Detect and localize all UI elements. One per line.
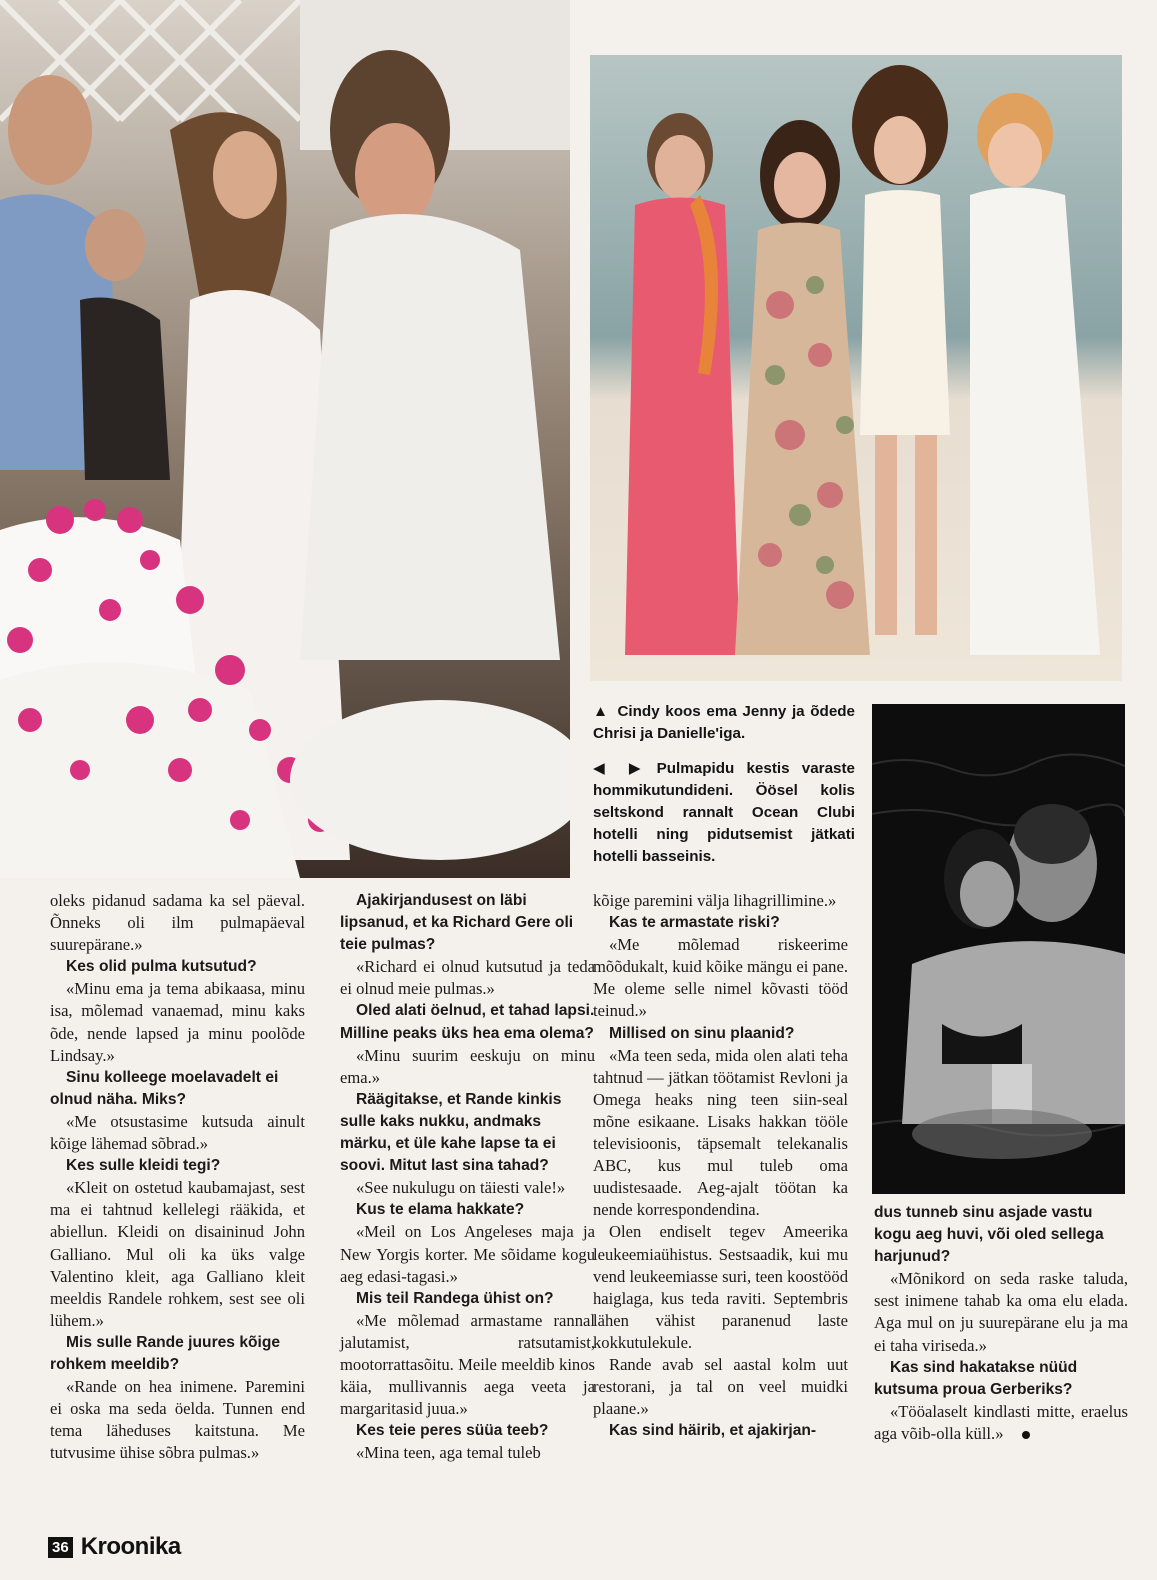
interview-answer [874, 1268, 1128, 1356]
interview-answer [50, 890, 305, 956]
family-beach-photo [590, 55, 1122, 681]
article-column-4 [874, 1202, 1128, 1445]
triangle-up-icon: ▲ [593, 703, 612, 720]
paragraph-text: dus tunneb sinu asjade vastu kogu aeg huvi, või oled sellega harjunud? [874, 1204, 1104, 1266]
paragraph-text: «Richard ei olnud kutsutud ja teda ei olnud meie pulmas.» [340, 957, 595, 999]
interview-question [340, 1420, 595, 1442]
article-column-2 [340, 890, 595, 1464]
paragraph-text: Sinu kolleege moelavadelt ei olnud näha. Miks? [50, 1068, 279, 1108]
paragraph-text: «Tööalaselt kindlasti mitte, eraelus aga võib-olla küll.» [874, 1401, 1128, 1443]
paragraph-text: Kas sind häirib, et ajakirjan- [609, 1422, 817, 1440]
paragraph-text: Mis sulle Rande juures kõige rohkem meeldib? [50, 1333, 281, 1373]
photo-caption-party [593, 758, 855, 868]
paragraph-text: Räägitakse, et Rande kinkis sulle kaks nukku, andmaks märku, et üle kahe lapse ta ei soovi. Mitut last sina tahad? [340, 1090, 562, 1175]
paragraph-text: Mis teil Randega ühist on? [356, 1289, 554, 1307]
paragraph-text: «Rande on hea inimene. Paremini ei oska ma seda öelda. Tunnen end tema läheduses kaitstuna. Me tutvusime ühise sõbra pulmas.» [50, 1377, 305, 1463]
interview-question [874, 1202, 1128, 1268]
interview-question [593, 1023, 848, 1045]
photo-caption-family [593, 701, 855, 745]
page-footer [48, 1531, 181, 1563]
paragraph-text: «Me otsustasime kutsuda ainult kõige lähemad sõbrad.» [50, 1111, 305, 1154]
paragraph-text: Rande avab sel aastal kolm uut restorani, ja tal on veel muidki plaane.» [593, 1354, 848, 1419]
couple-pool-photo [872, 704, 1125, 1194]
interview-answer [340, 1177, 595, 1199]
interview-answer [340, 956, 595, 1000]
interview-question [50, 1155, 305, 1177]
interview-question [340, 1199, 595, 1221]
article-column-3 [593, 890, 848, 1442]
wedding-cake-photo [0, 0, 570, 878]
page-number: 36 [48, 1537, 73, 1558]
paragraph-text: Kus te elama hakkate? [356, 1201, 525, 1219]
interview-answer [50, 1177, 305, 1332]
paragraph-text: Kas sind hakatakse nüüd kutsuma proua Gerberiks? [874, 1358, 1078, 1398]
interview-answer [593, 934, 848, 1022]
paragraph-text: kõige paremini välja lihagrillimine.» [593, 891, 837, 910]
paragraph-text: «Minu ema ja tema abikaasa, minu isa, mõlemad vanaemad, minu kaks õde, nende lapsed ja minu poolõde Lindsay.» [50, 979, 305, 1065]
paragraph-text: «Ma teen seda, mida olen alati teha tahtnud — jätkan töötamist Revloni ja Omega heaks ning teen siin-seal mõne esikaane. Lisaks hakkan tööle televisioonis, täpsemalt telekanalis ABC, kus mul tuleb oma uudistesaade. Aeg-ajalt töötan ka nende korrespondendina. [593, 1045, 848, 1220]
interview-question [874, 1357, 1128, 1401]
interview-answer [340, 1045, 595, 1089]
paragraph-text: «See nukulugu on täiesti vale!» [356, 1178, 566, 1198]
caption-text: Cindy koos ema Jenny ja õdede Chrisi ja Danielle'iga. [593, 703, 855, 742]
paragraph-text: Kas te armastate riski? [609, 914, 780, 932]
interview-answer [593, 1045, 848, 1222]
article-column-1 [50, 890, 305, 1464]
paragraph-text: «Meil on Los Angeleses maja ja New Yorgis korter. Me sõidame kogu aeg edasi-tagasi.» [340, 1222, 595, 1286]
interview-question [593, 1420, 848, 1442]
paragraph-text: Kes teie peres süüa teeb? [356, 1422, 549, 1440]
paragraph-text: Kes olid pulma kutsutud? [66, 958, 257, 976]
interview-question [340, 1000, 595, 1044]
paragraph-text: «Me mõlemad riskeerime mõõdukalt, kuid kõike mängu ei pane. Me oleme selle nimel kõvasti tööd teinud.» [593, 935, 848, 1021]
interview-answer [50, 1111, 305, 1155]
paragraph-text: «Mina teen, aga temal tuleb [356, 1443, 541, 1463]
interview-question [50, 956, 305, 978]
interview-answer [340, 1221, 595, 1287]
triangle-left-right-icon: ◀ ▶ [593, 760, 651, 777]
end-of-article-icon [1022, 1431, 1030, 1439]
interview-question [340, 1089, 595, 1177]
interview-answer [593, 890, 848, 912]
interview-question [593, 912, 848, 934]
paragraph-text: «Kleit on ostetud kaubamajast, sest ma ei tahtnud kellelegi rääkida, et abiellun. Kleidi on disaininud John Galliano. Mul oli ka üks valge Valentino kleit, aga Galliano kleit meeldis Randele rohkem, sest see oli lühem.» [50, 1178, 305, 1330]
interview-answer [340, 1442, 595, 1464]
magazine-logo: Kroonika [80, 1533, 181, 1560]
interview-answer [340, 1310, 595, 1420]
paragraph-text: oleks pidanud sadama ka sel päeval. Õnneks oli ilm pulmapäeval suurepärane.» [50, 891, 305, 955]
paragraph-text: «Me mõlemad armastame rannal jalutamist, ratsutamist, mootorrattasõitu. Meile meeldib kinos käia, mullivannis aega veeta ja margaritasid juua.» [340, 1310, 595, 1419]
interview-answer [50, 1376, 305, 1464]
paragraph-text: Oled alati öelnud, et tahad lapsi. Milline peaks üks hea ema olema? [340, 1002, 595, 1042]
interview-question [340, 1288, 595, 1310]
paragraph-text: Kes sulle kleidi tegi? [66, 1157, 221, 1175]
paragraph-text: Ajakirjandusest on läbi lipsanud, et ka Richard Gere oli teie pulmas? [340, 892, 574, 954]
caption-text: Pulmapidu kestis varaste hommikutundideni. Öösel kolis seltskond rannalt Ocean Clubi hotelli ning pidutsemist jätkati hotelli basseinis. [593, 760, 855, 865]
interview-answer [593, 1221, 848, 1354]
interview-answer [50, 978, 305, 1066]
interview-answer [593, 1354, 848, 1420]
interview-question [50, 1332, 305, 1376]
paragraph-text: «Mõnikord on seda raske taluda, sest inimene tahab ka oma elu elada. Aga mul on ju suurepärane elu ja ma ei taha viriseda.» [874, 1269, 1128, 1355]
paragraph-text: «Minu suurim eeskuju on minu ema.» [340, 1045, 595, 1087]
interview-question [50, 1067, 305, 1111]
paragraph-text: Millised on sinu plaanid? [609, 1024, 795, 1042]
interview-answer [874, 1401, 1128, 1445]
interview-question [340, 890, 595, 956]
paragraph-text: Olen endiselt tegev Ameerika leukeemiaühistus. Sestsaadik, kui mu vend leukeemiasse suri, teen koostööd haiglaga, kus teda raviti. Septembris lähen vähist paranenud laste kokkutulekule. [593, 1222, 848, 1352]
